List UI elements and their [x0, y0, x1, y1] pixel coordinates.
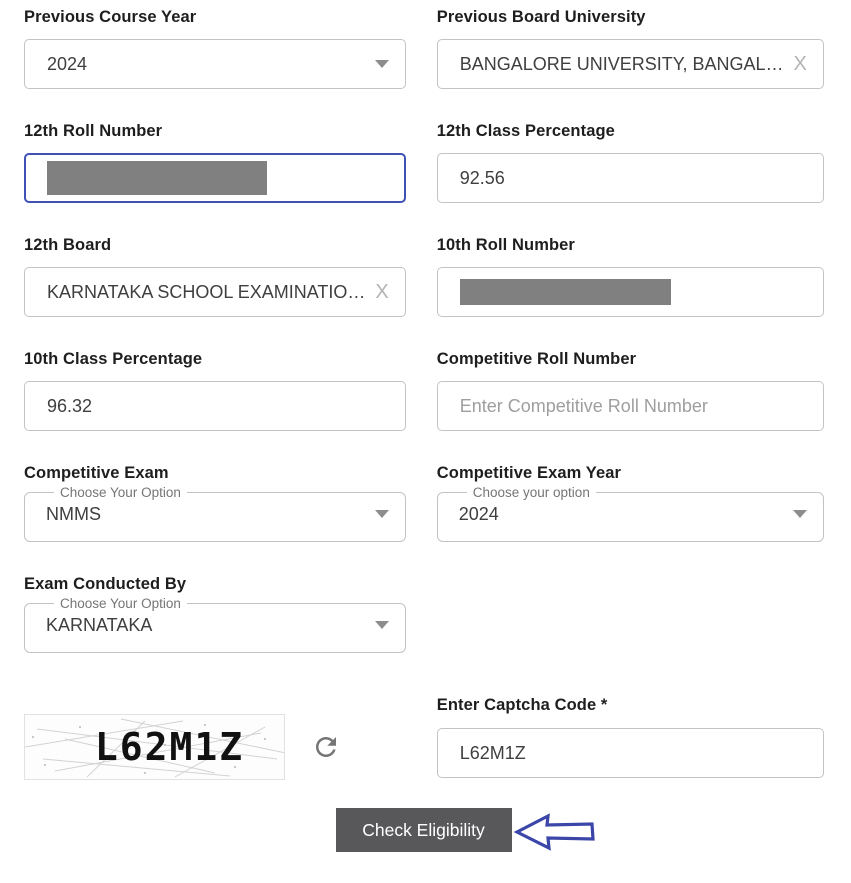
field-12th-roll-number	[24, 122, 406, 203]
10th-class-percentage-value: 96.32	[47, 395, 93, 416]
refresh-icon[interactable]	[311, 732, 341, 762]
previous-course-year-label: Previous Course Year	[24, 8, 197, 26]
competitive-exam-select[interactable]	[24, 485, 406, 542]
10th-roll-number-label: 10th Roll Number	[436, 236, 575, 254]
chevron-down-icon	[375, 60, 389, 68]
captcha-code-input[interactable]	[437, 728, 824, 778]
competitive-roll-number-placeholder: Enter Competitive Roll Number	[459, 395, 708, 416]
chevron-down-icon	[793, 510, 807, 518]
chevron-down-icon	[375, 510, 389, 518]
check-eligibility-button[interactable]: Check Eligibility	[336, 808, 512, 852]
12th-board-input[interactable]	[24, 267, 406, 317]
field-10th-roll-number	[437, 236, 824, 317]
exam-conducted-by-dropdown-label: Choose Your Option	[60, 596, 181, 611]
enter-captcha-code-label: Enter Captcha Code *	[436, 696, 608, 714]
empty-cell	[437, 575, 824, 653]
competitive-roll-number-input[interactable]	[437, 381, 824, 431]
competitive-exam-year-label: Competitive Exam Year	[436, 464, 622, 482]
exam-conducted-by-select[interactable]	[24, 596, 406, 653]
field-competitive-exam	[24, 464, 406, 542]
12th-class-percentage-input[interactable]	[437, 153, 824, 203]
chevron-down-icon	[375, 621, 389, 629]
12th-roll-number-label: 12th Roll Number	[24, 122, 163, 140]
previous-board-university-value: BANGALORE UNIVERSITY, BANGAL…	[459, 53, 784, 74]
previous-board-university-input[interactable]	[437, 39, 824, 89]
competitive-roll-number-label: Competitive Roll Number	[436, 350, 637, 368]
submit-row	[24, 808, 823, 854]
competitive-exam-value: NMMS	[46, 503, 101, 524]
previous-board-university-label: Previous Board University	[436, 8, 646, 26]
10th-roll-number-input[interactable]	[437, 267, 824, 317]
10th-class-percentage-input[interactable]	[24, 381, 406, 431]
previous-course-year-select[interactable]	[24, 39, 406, 89]
captcha-code-value: L62M1Z	[459, 742, 526, 763]
competitive-exam-label: Competitive Exam	[24, 464, 169, 482]
annotation-arrow-left-icon	[514, 812, 596, 852]
clear-icon[interactable]: X	[375, 281, 389, 303]
field-10th-class-percentage	[24, 350, 406, 431]
exam-conducted-by-label: Exam Conducted By	[24, 575, 187, 593]
exam-conducted-by-value: KARNATAKA	[46, 614, 153, 635]
12th-class-percentage-label: 12th Class Percentage	[436, 122, 615, 140]
competitive-exam-year-value: 2024	[458, 503, 499, 524]
field-enter-captcha-code	[437, 686, 824, 780]
redacted-value	[460, 279, 671, 305]
12th-roll-number-input[interactable]	[24, 153, 406, 203]
captcha-text: L62M1Z	[94, 725, 245, 769]
form-grid	[24, 8, 823, 780]
previous-course-year-value: 2024	[47, 53, 88, 74]
clear-icon[interactable]: X	[793, 53, 807, 75]
field-previous-board-university	[437, 8, 824, 89]
10th-class-percentage-label: 10th Class Percentage	[24, 350, 203, 368]
captcha-section	[24, 686, 406, 780]
field-exam-conducted-by	[24, 575, 406, 653]
12th-board-label: 12th Board	[24, 236, 112, 254]
field-12th-class-percentage	[437, 122, 824, 203]
captcha-image	[24, 714, 285, 780]
competitive-exam-year-select[interactable]	[437, 485, 824, 542]
competitive-exam-year-dropdown-label: Choose your option	[472, 485, 590, 500]
redacted-value	[47, 161, 267, 195]
field-previous-course-year	[24, 8, 406, 89]
field-12th-board	[24, 236, 406, 317]
field-competitive-roll-number	[437, 350, 824, 431]
competitive-exam-dropdown-label: Choose Your Option	[60, 485, 181, 500]
12th-class-percentage-value: 92.56	[459, 167, 505, 188]
field-competitive-exam-year	[437, 464, 824, 542]
12th-board-value: KARNATAKA SCHOOL EXAMINATIO…	[47, 281, 366, 302]
